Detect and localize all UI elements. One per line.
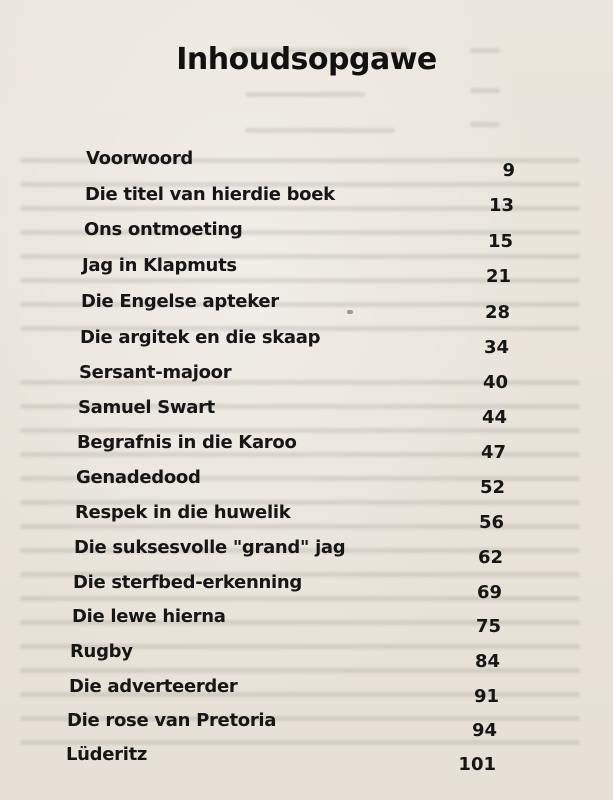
toc-entry-title: Die sterfbed-erkenning <box>73 572 302 593</box>
toc-entry-title: Respek in die huwelik <box>75 502 291 523</box>
toc-entry-page-number: 101 <box>458 754 496 775</box>
toc-entry-page-number: 40 <box>482 372 508 393</box>
toc-entry-page-number: 91 <box>473 686 499 707</box>
toc-entry-title: Ons ontmoeting <box>84 219 243 240</box>
toc-entry-page-number: 84 <box>474 651 500 672</box>
toc-entry-page-number: 62 <box>477 547 503 568</box>
toc-entry-page-number: 13 <box>488 195 514 216</box>
toc-entry-page-number: 9 <box>502 160 515 181</box>
toc-entry-page-number: 56 <box>478 512 504 533</box>
toc-entry-title: Die rose van Pretoria <box>67 710 277 731</box>
toc-entry-page-number: 47 <box>480 442 506 463</box>
toc-entry-page-number: 15 <box>487 231 513 252</box>
toc-entry-page-number: 34 <box>483 337 509 358</box>
toc-entry-title: Voorwoord <box>86 148 193 169</box>
toc-entry-title: Die argitek en die skaap <box>80 327 321 348</box>
toc-entry-title: Genadedood <box>76 467 201 488</box>
toc-entry-page-number: 28 <box>484 302 510 323</box>
toc-entry-title: Die Engelse apteker <box>81 291 279 312</box>
toc-entry-title: Die adverteerder <box>69 676 238 697</box>
toc-entry-page-number: 75 <box>475 616 501 637</box>
toc-entry-title: Rugby <box>70 641 133 662</box>
toc-entry-title: Die lewe hierna <box>72 606 226 627</box>
toc-entry-title: Lüderitz <box>66 744 148 765</box>
toc-entry-title: Die titel van hierdie boek <box>85 184 335 205</box>
toc-entry-page-number: 52 <box>479 477 505 498</box>
toc-entry-page-number: 94 <box>471 720 497 741</box>
toc-entry-page-number: 44 <box>481 407 507 428</box>
toc-entry-title: Begrafnis in die Karoo <box>77 432 297 453</box>
toc-entry-title: Sersant-majoor <box>79 362 232 383</box>
toc-entry-title: Die suksesvolle "grand" jag <box>74 537 346 558</box>
toc-entry-title: Jag in Klapmuts <box>82 255 237 276</box>
toc-entry-title: Samuel Swart <box>78 397 215 418</box>
toc-entry-page-number: 69 <box>476 582 502 603</box>
toc-entry-page-number: 21 <box>485 266 511 287</box>
page-title: Inhoudsopgawe <box>176 42 437 77</box>
